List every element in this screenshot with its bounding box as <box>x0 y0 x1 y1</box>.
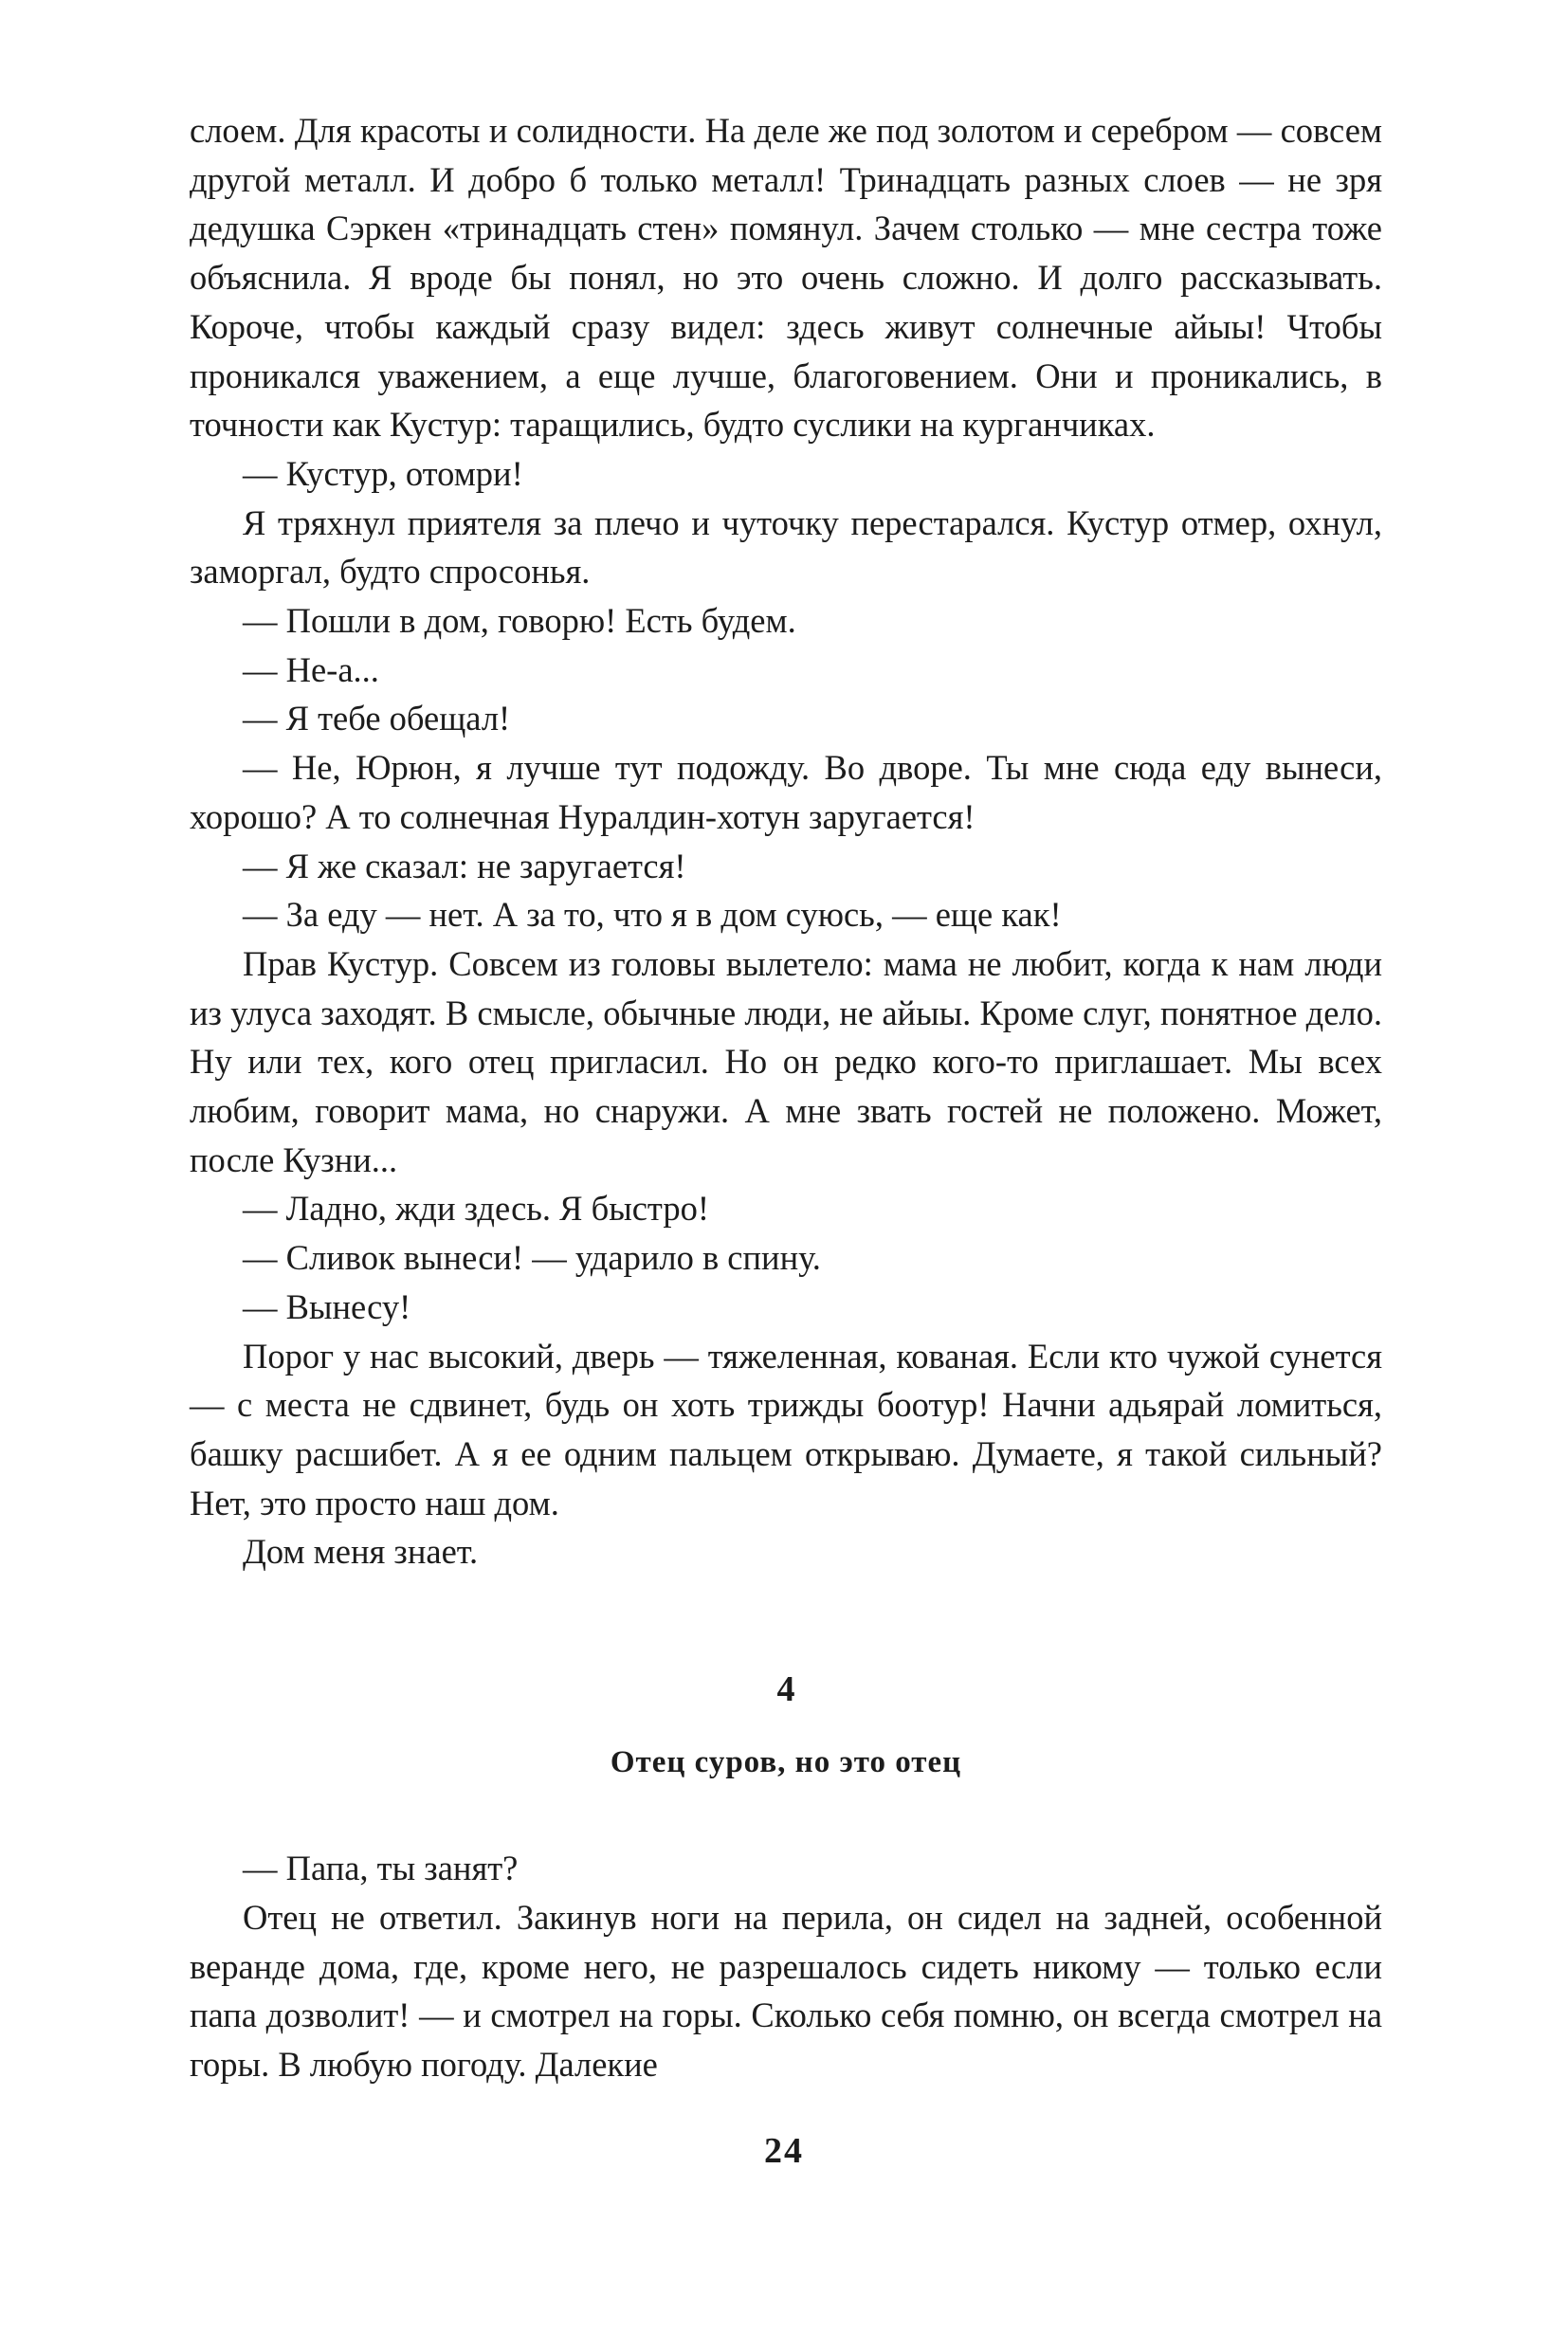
dialogue-line: — Не-а... <box>243 649 379 689</box>
dialogue-line: — Ладно, жди здесь. Я быстро! <box>243 1189 709 1229</box>
dialogue-line: — Вынесу! <box>243 1286 411 1326</box>
body-paragraph: Отец не ответил. Закинув ноги на перила, он сидел на задней, особенной веранде дома, где, кроме него, не разрешалось сидеть никому — только если папа дозволит! — и смотрел на горы. Сколько себя помню, он всегда смотрел на горы. В любую погоду. Далекие <box>190 1897 1382 2084</box>
chapter-title: Отец суров, но это отец <box>610 1745 962 1780</box>
body-paragraph: Порог у нас высокий, дверь — тяжеленная, кованая. Если кто чужой сунется — с места не сдвинет, будь он хоть трижды боотур! Начни адьярай ломиться, башку расшибет. А я ее одним пальцем открываю. Думаете, я такой сильный? Нет, это просто наш дом. <box>190 1336 1382 1522</box>
section-spacer <box>190 1576 1382 1665</box>
dialogue-line: — Сливок вынеси! — ударило в спину. <box>243 1238 821 1278</box>
body-paragraph: Я тряхнул приятеля за плечо и чуточку перестарался. Кустур отмер, охнул, заморгал, будто спросонья. <box>190 502 1382 592</box>
body-paragraph: Дом меня знает. <box>243 1532 479 1572</box>
body-paragraph: Прав Кустур. Совсем из головы вылетело: мама не любит, когда к нам люди из улуса заходят. В смысле, обычные люди, не айыы. Кроме слуг, понятное дело. Ну или тех, кого отец пригласил. Но он редко кого-то приглашает. Мы всех любим, говорит мама, но снаружи. А мне звать гостей не положено. Может, после Кузни... <box>190 943 1382 1179</box>
dialogue-line: — За еду — нет. А за то, что я в дом суюсь, — еще как! <box>243 895 1062 935</box>
page-number: 24 <box>764 2131 804 2171</box>
dialogue-line: — Не, Юрюн, я лучше тут подожду. Во дворе. Ты мне сюда еду вынеси, хорошо? А то солнечная Нуралдин-хотун заругается! <box>190 748 1382 836</box>
dialogue-line: — Папа, ты занят? <box>243 1849 519 1888</box>
section-spacer <box>190 1714 1382 1738</box>
section-spacer <box>190 1787 1382 1844</box>
chapter-number: 4 <box>776 1669 795 1710</box>
body-paragraph: слоем. Для красоты и солидности. На деле же под золотом и серебром — совсем другой металл. И добро б только металл! Тринадцать разных слоев — не зря дедушка Сэркен «тринадцать стен» помянул. Зачем столько — мне сестра тоже объяснила. Я вроде бы понял, но это очень сложно. И долго рассказывать. Короче, чтобы каждый сразу видел: здесь живут солнечные айыы! Чтобы проникался уважением, а еще лучше, благоговением. Они и проникались, в точности как Кустур: таращились, будто суслики на курганчиках. <box>190 111 1382 445</box>
dialogue-line: — Пошли в дом, говорю! Есть будем. <box>243 601 796 641</box>
dialogue-line: — Я тебе обещал! <box>243 699 511 738</box>
dialogue-line: — Я же сказал: не заругается! <box>243 846 686 885</box>
book-page <box>190 106 1382 2089</box>
dialogue-line: — Кустур, отомри! <box>243 453 523 493</box>
